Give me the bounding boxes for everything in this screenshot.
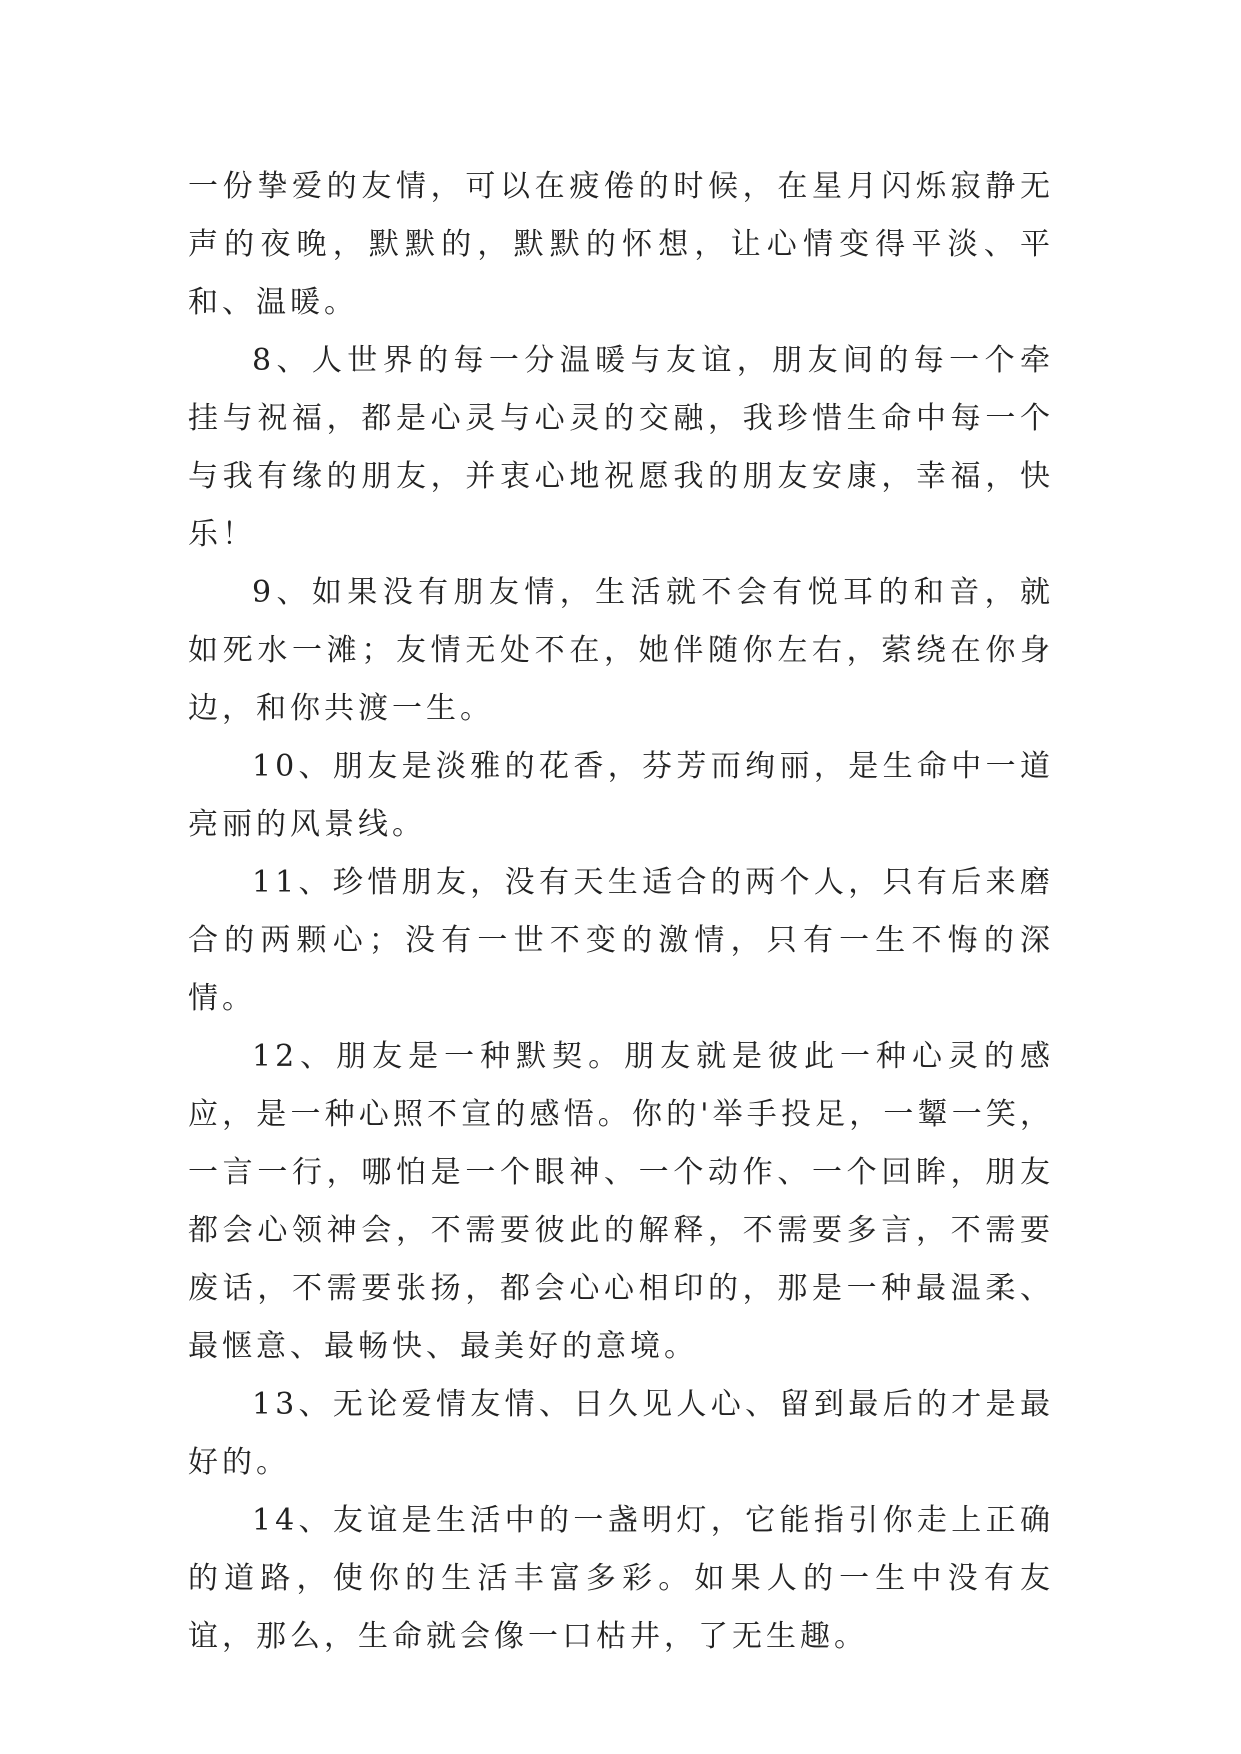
paragraph-continuation: 一份挚爱的友情，可以在疲倦的时候，在星月闪烁寂静无声的夜晚，默默的，默默的怀想，让心情变得平淡、平和、温暖。: [188, 169, 1054, 320]
paragraph-item-11: 11、珍惜朋友，没有天生适合的两个人，只有后来磨合的两颗心；没有一世不变的激情，只有一生不悔的深情。: [188, 865, 1054, 1016]
paragraph-item-10: 10、朋友是淡雅的花香，芬芳而绚丽，是生命中一道亮丽的风景线。: [188, 749, 1054, 842]
paragraph-item-8: 8、人世界的每一分温暖与友谊，朋友间的每一个牵挂与祝福，都是心灵与心灵的交融，我珍惜生命中每一个与我有缘的朋友，并衷心地祝愿我的朋友安康，幸福，快乐！: [188, 343, 1054, 552]
paragraph-item-13: 13、无论爱情友情、日久见人心、留到最后的才是最好的。: [188, 1387, 1054, 1480]
paragraph-item-9: 9、如果没有朋友情，生活就不会有悦耳的和音，就如死水一滩；友情无处不在，她伴随你左右，萦绕在你身边，和你共渡一生。: [188, 575, 1054, 726]
paragraph-item-14: 14、友谊是生活中的一盏明灯，它能指引你走上正确的道路，使你的生活丰富多彩。如果人的一生中没有友谊，那么，生命就会像一口枯井，了无生趣。: [188, 1503, 1054, 1654]
paragraph-item-12: 12、朋友是一种默契。朋友就是彼此一种心灵的感应，是一种心照不宣的感悟。你的'举手投足，一颦一笑，一言一行，哪怕是一个眼神、一个动作、一个回眸，朋友都会心领神会，不需要彼此的解释，不需要多言，不需要废话，不需要张扬，都会心心相印的，那是一种最温柔、最惬意、最畅快、最美好的意境。: [188, 1039, 1054, 1364]
document-body: [188, 158, 1054, 1666]
